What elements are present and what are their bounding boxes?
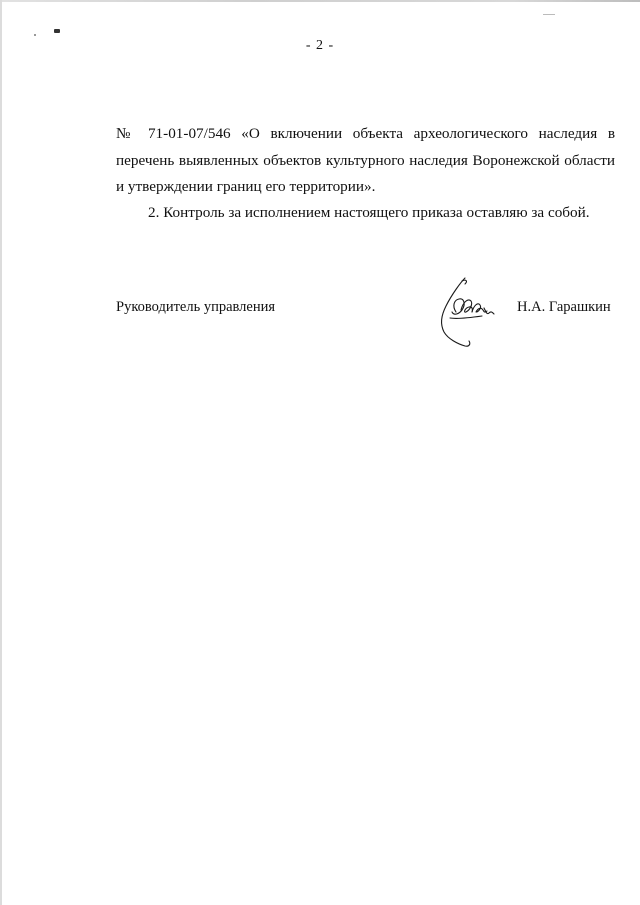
scan-artifact-dot — [34, 34, 36, 36]
scan-artifact-mark — [54, 29, 60, 33]
scan-edge-top — [0, 0, 640, 2]
scan-edge-left — [0, 0, 2, 905]
paragraph-order-reference: № 71-01-07/546 «О включении объекта археологического наследия в перечень выявленных объектов культурного наследия Воронежской области и утверждении границ его территории». — [116, 125, 615, 195]
signer-name: Н.А. Гарашкин — [517, 299, 611, 315]
paragraph-control-clause: 2. Контроль за исполнением настоящего приказа оставляю за собой. — [148, 204, 590, 221]
scan-artifact-tick — [543, 14, 555, 15]
handwritten-signature — [432, 272, 498, 352]
signatory-position-title: Руководитель управления — [116, 299, 276, 315]
page-number: - 2 - — [305, 38, 335, 53]
